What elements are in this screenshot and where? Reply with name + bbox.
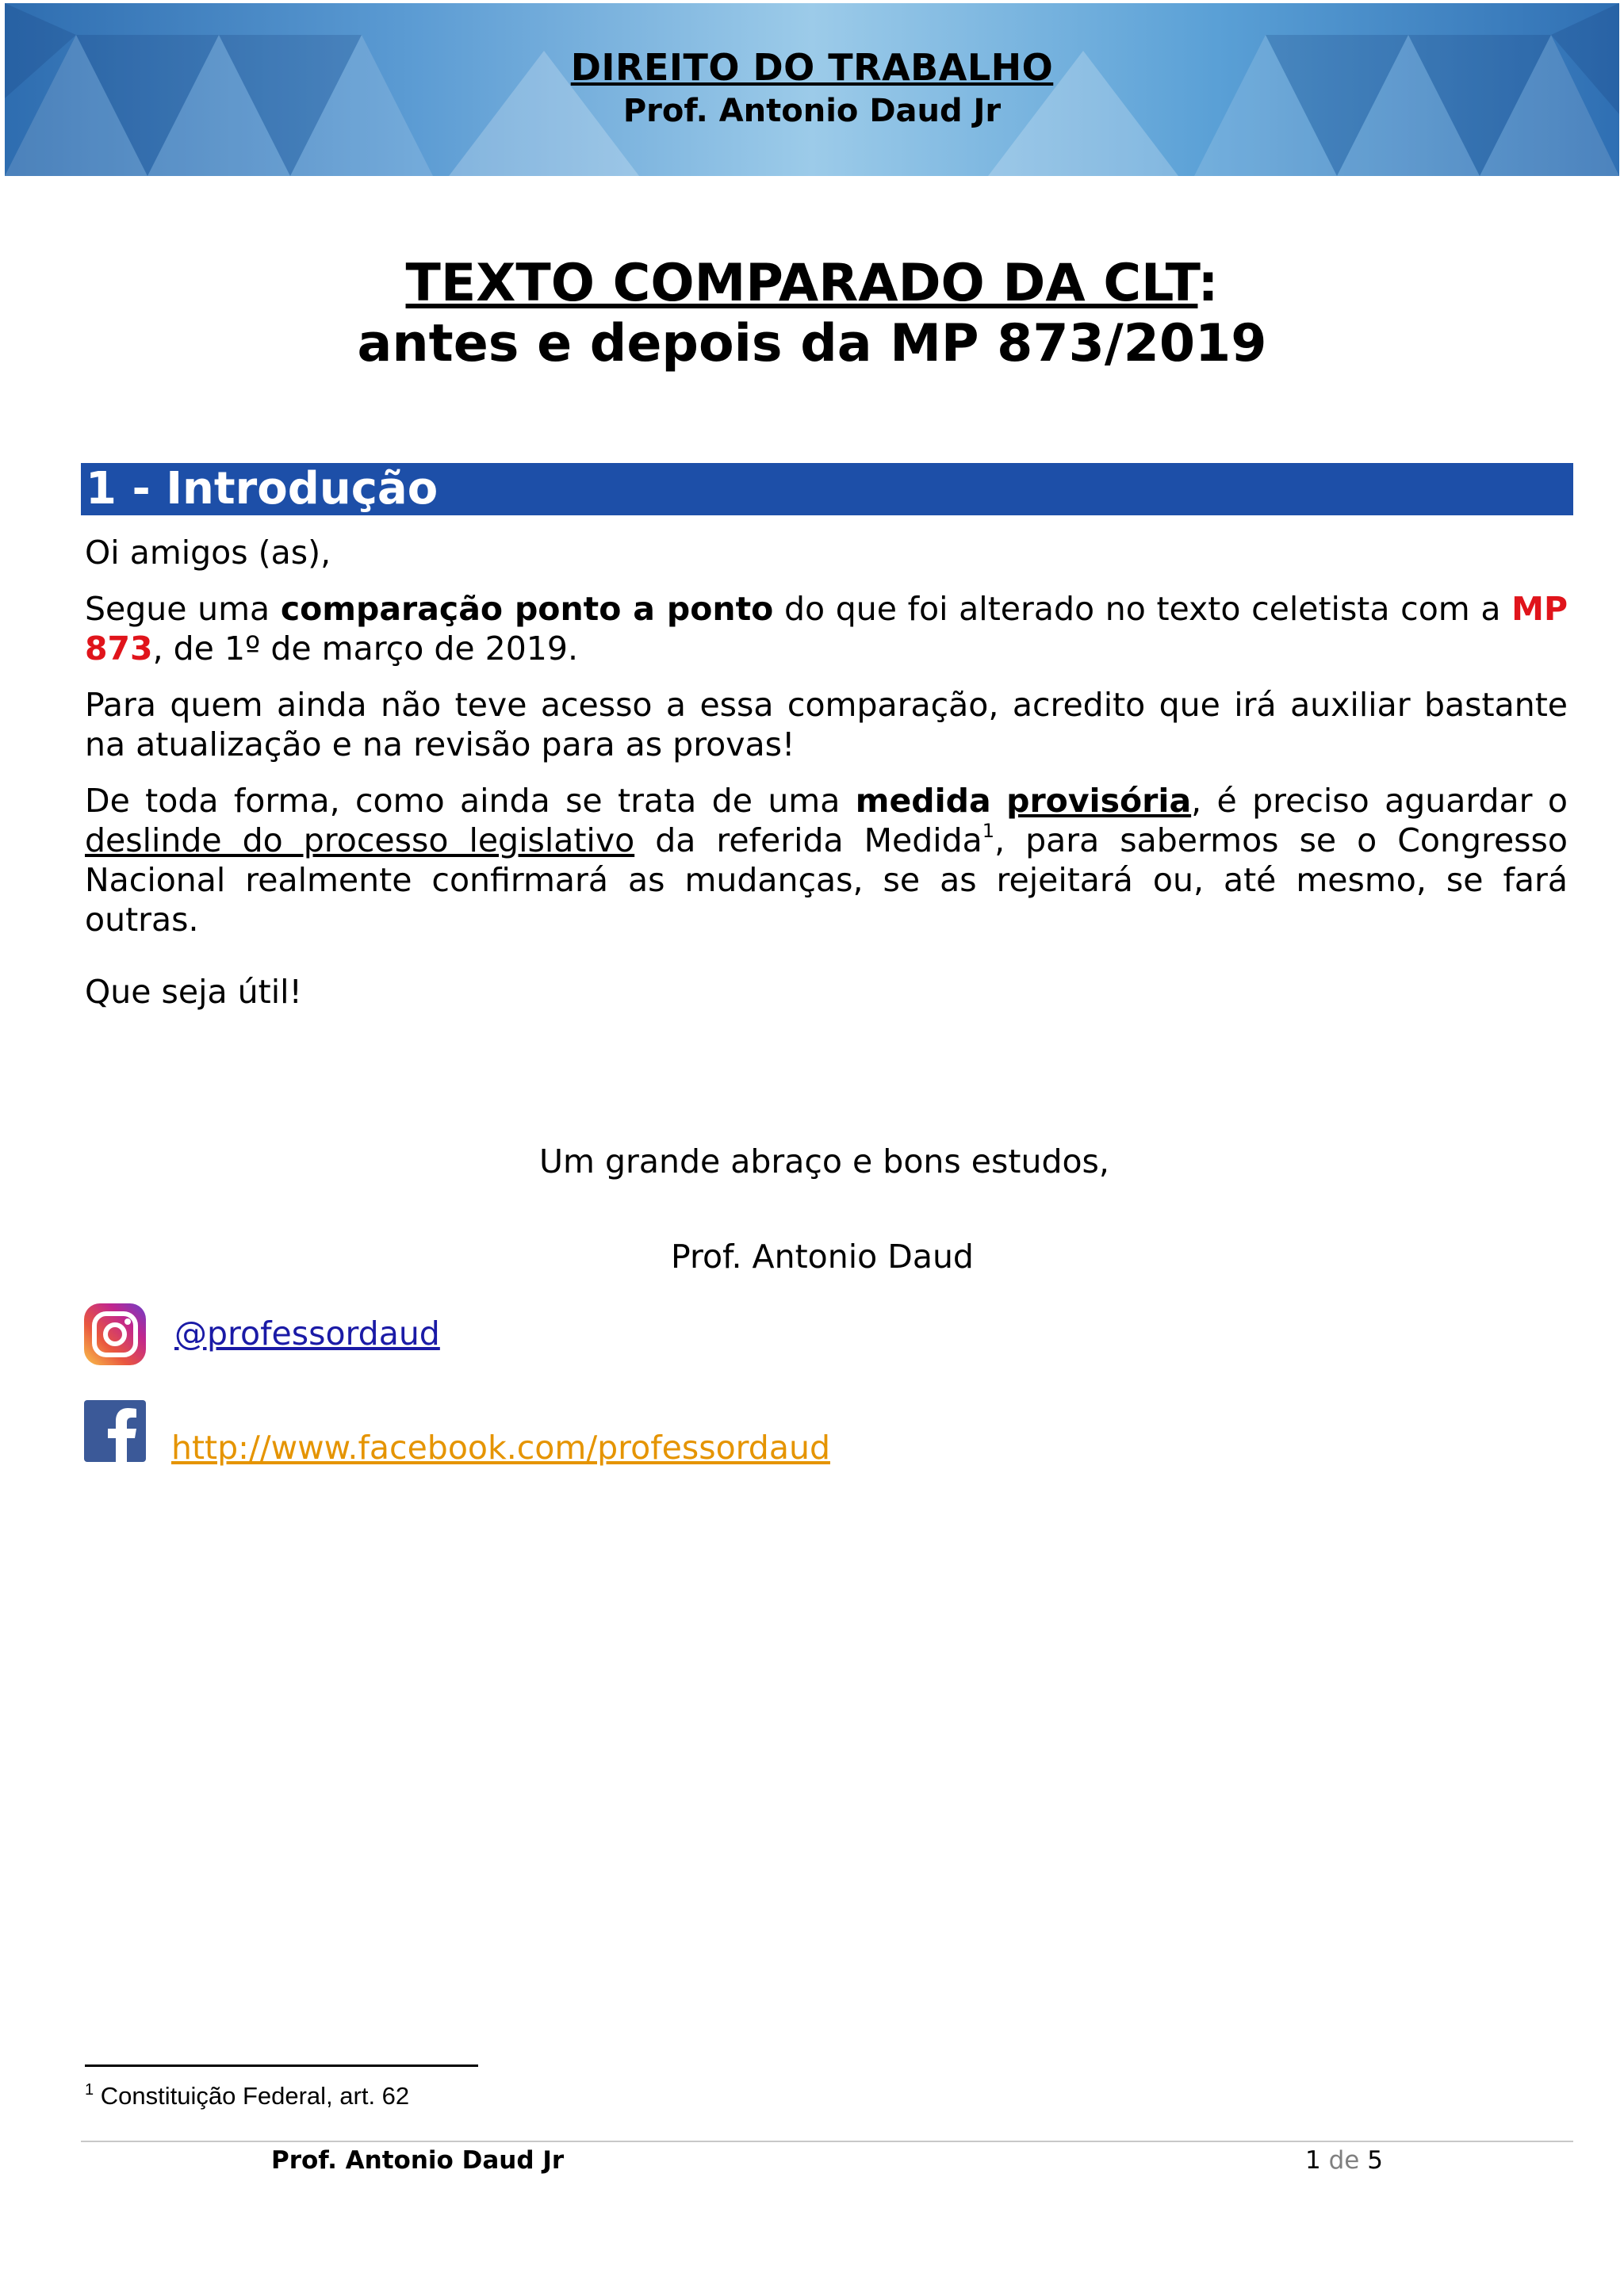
p1-text-b: do que foi alterado no texto celetista com a [773, 590, 1512, 628]
page-of: de [1328, 2146, 1360, 2175]
title-colon: : [1197, 254, 1219, 313]
footnote [85, 2080, 409, 2112]
p3-text-c: da referida Medida [634, 821, 982, 859]
section-heading-introducao: 1 - Introdução [81, 463, 1573, 515]
header-banner [5, 3, 1619, 176]
p3-text-a: De toda forma, como ainda se trata de uma [85, 782, 856, 820]
footnote-number: 1 [85, 2081, 94, 2099]
p1-text-c: , de 1º de março de 2019. [152, 629, 578, 668]
footer-author: Prof. Antonio Daud Jr [271, 2146, 565, 2175]
paragraph-3 [85, 781, 1568, 939]
title-line2: antes e depois da MP 873/2019 [357, 314, 1267, 373]
paragraph-2: Para quem ainda não teve acesso a essa comparação, acredito que irá auxiliar bastante na atualização e na revisão para as provas! [85, 686, 1568, 763]
p1-mp-highlight: MP 873 [85, 590, 1568, 668]
p3-text-b: , é preciso aguardar o [1191, 782, 1568, 820]
p3-text-d: , para sabermos se o Congresso Nacional realmente confirmará as mudanças, se as rejeitará ou, até mesmo, se fará outras. [85, 821, 1568, 939]
signature: Prof. Antonio Daud [671, 1238, 974, 1276]
p3-bold-underline: provisória [1006, 782, 1192, 820]
useful-line: Que seja útil! [85, 973, 302, 1011]
p3-underline: deslinde do processo legislativo [85, 821, 635, 859]
footnote-ref[interactable]: 1 [982, 820, 995, 842]
page-current: 1 [1305, 2146, 1321, 2175]
p1-bold: comparação ponto a ponto [280, 590, 774, 628]
paragraph-1 [85, 589, 1568, 668]
title-line1: TEXTO COMPARADO DA CLT [405, 254, 1198, 313]
instagram-link[interactable]: @professordaud [174, 1314, 440, 1353]
greeting: Oi amigos (as), [85, 534, 331, 572]
p3-bold: medida [855, 782, 991, 820]
page-total: 5 [1367, 2146, 1383, 2175]
instagram-icon[interactable] [84, 1303, 146, 1365]
footnote-rule [85, 2064, 478, 2067]
page-number [1305, 2145, 1383, 2176]
header-subtitle: Prof. Antonio Daud Jr [622, 93, 1002, 129]
footer-rule [81, 2141, 1573, 2142]
facebook-icon[interactable] [84, 1400, 146, 1462]
closing-regards: Um grande abraço e bons estudos, [539, 1142, 1109, 1181]
header-title: DIREITO DO TRABALHO [570, 46, 1054, 89]
document-title [0, 254, 1624, 374]
p1-text-a: Segue uma [85, 590, 281, 628]
facebook-link[interactable]: http://www.facebook.com/professordaud [171, 1429, 830, 1467]
footnote-text: Constituição Federal, art. 62 [94, 2082, 410, 2110]
